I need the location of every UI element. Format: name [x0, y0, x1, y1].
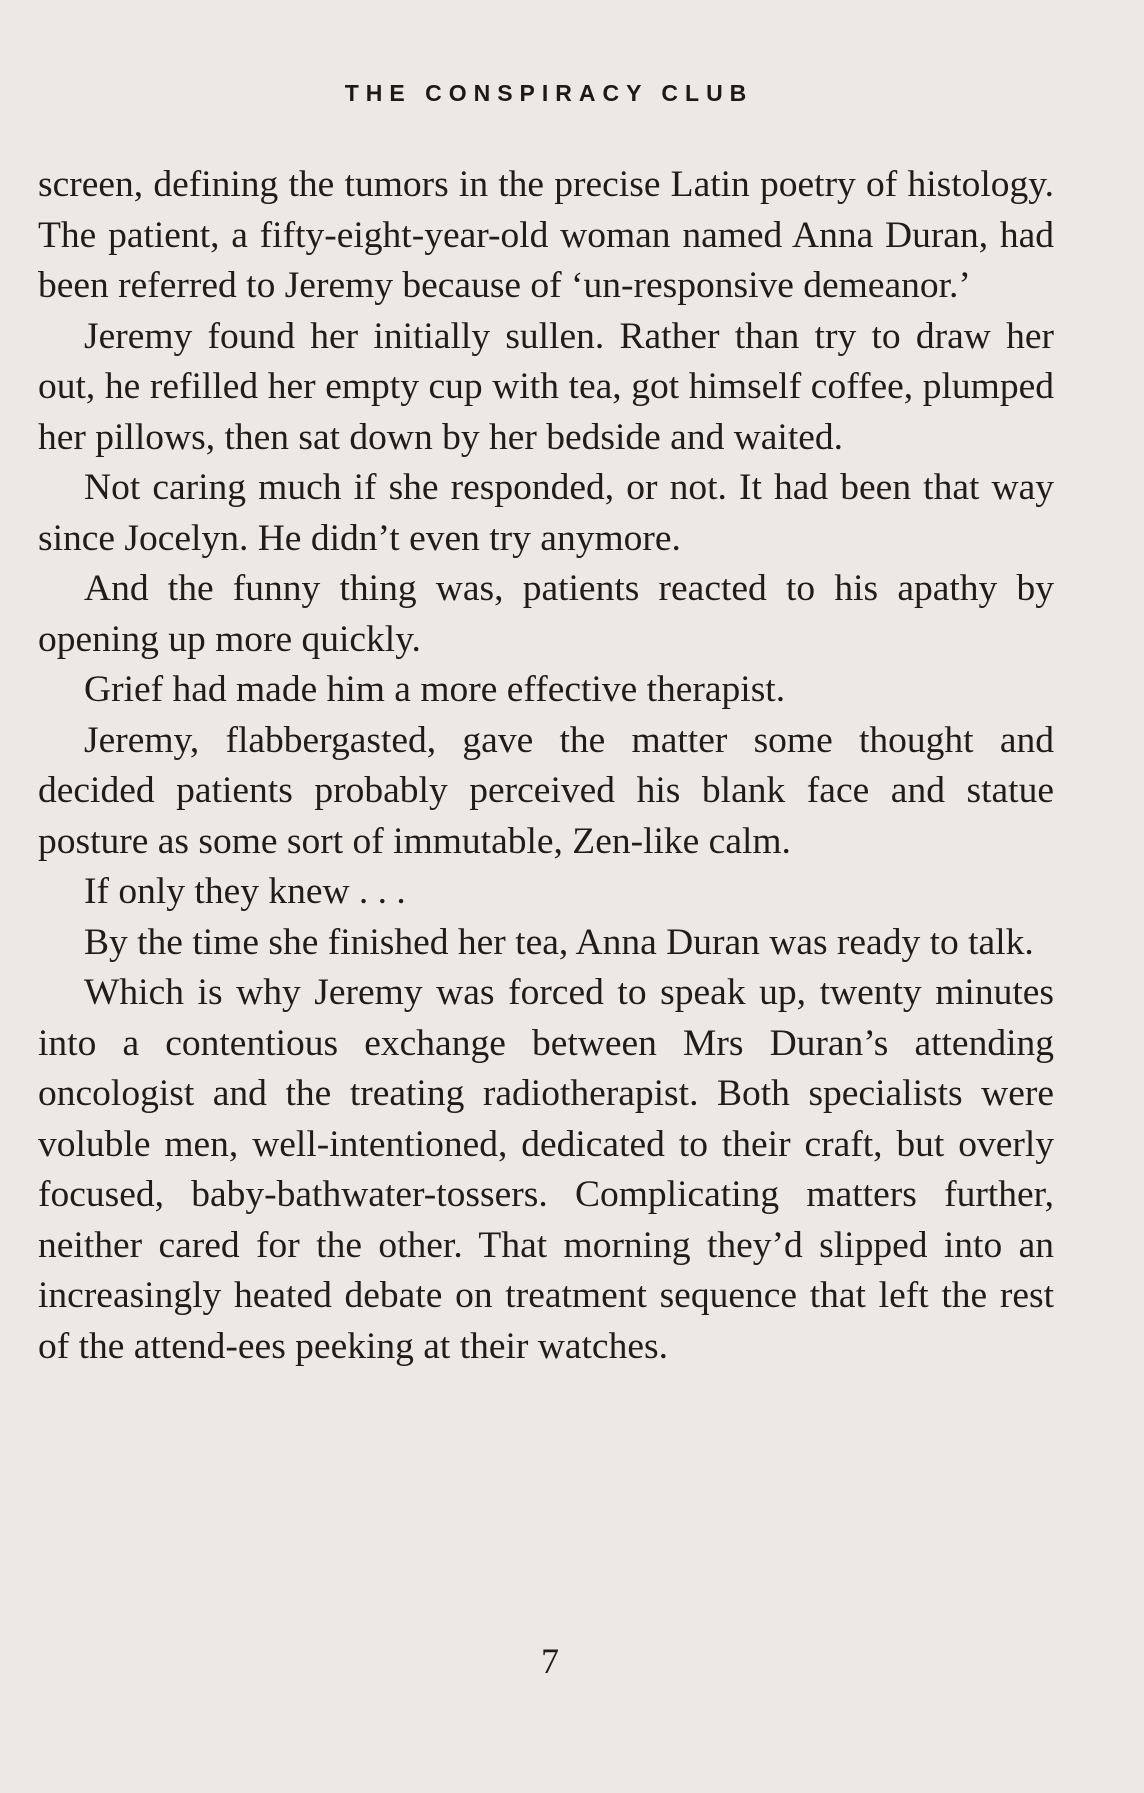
paragraph: Jeremy, flabbergasted, gave the matter some thought and decided patients probably perceived his blank face and statue posture as some sort of immutable, Zen-like calm.: [38, 719, 1054, 862]
running-head-title: THE CONSPIRACY CLUB: [344, 80, 754, 106]
page-number: 7: [541, 1641, 559, 1681]
paragraph-continued: screen, defining the tumors in the precise Latin poetry of histology. The patient, a fifty-eight-year-old woman named Anna Duran, had been referred to Jeremy because of ‘un-responsive demeanor.’: [38, 164, 1054, 306]
paragraph: And the funny thing was, patients reacted to his apathy by opening up more quickly.: [38, 568, 1054, 660]
paragraph: Grief had made him a more effective therapist.: [84, 669, 786, 710]
paragraph: Which is why Jeremy was forced to speak up, twenty minutes into a contentious exchange between Mrs Duran’s attending oncologist and the treating radiotherapist. Both specialists were voluble men, well-intentioned, dedicated to their craft, but overly focused, baby-bathwater-tossers. Complicating matters further, neither cared for the other. That morning they’d slipped into an increasingly heated debate on treatment sequence that left the rest of the attend-ees peeking at their watches.: [38, 972, 1054, 1367]
paragraph: If only they knew . . .: [84, 871, 406, 912]
paragraph: By the time she finished her tea, Anna Duran was ready to talk.: [84, 921, 1034, 963]
paragraph: Jeremy found her initially sullen. Rather than try to draw her out, he refilled her empty cup with tea, got himself coffee, plumped her pillows, then sat down by her bedside and waited.: [38, 315, 1054, 458]
body-text: [38, 160, 1054, 1372]
paragraph: Not caring much if she responded, or not. It had been that way since Jocelyn. He didn’t even try anymore.: [38, 467, 1054, 559]
